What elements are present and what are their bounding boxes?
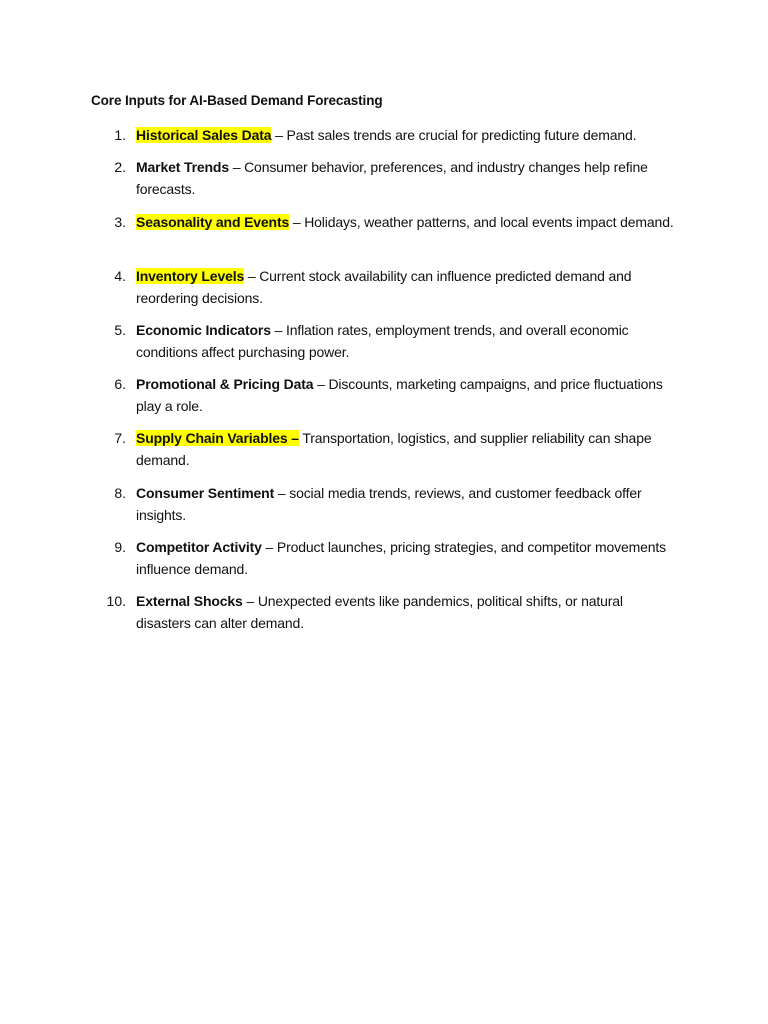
list-item-number: 8.	[114, 485, 126, 501]
list-item-number: 2.	[114, 159, 126, 175]
list-item-number: 10.	[106, 593, 126, 609]
list-item-number: 5.	[114, 322, 126, 338]
list-item-number: 6.	[114, 376, 126, 392]
list-item-term: Consumer Sentiment	[136, 485, 275, 501]
list-item-number: 3.	[114, 214, 126, 230]
list-item-number: 4.	[114, 268, 126, 284]
list-item-body	[136, 124, 681, 146]
list-item-body	[136, 536, 681, 580]
list-item-body	[136, 211, 681, 233]
list-item-term: Economic Indicators	[136, 322, 271, 338]
list-item-body	[136, 427, 681, 471]
list-item-description: – Inflation rates, employment trends, and overall economic conditions affect purchasing power.	[136, 322, 629, 360]
list-item-description: – Discounts, marketing campaigns, and price fluctuations play a role.	[136, 376, 663, 414]
list-item-body	[136, 373, 681, 417]
list-item-body	[136, 156, 681, 200]
list-item-description: – Product launches, pricing strategies, and competitor movements influence demand.	[136, 539, 667, 577]
list-item-body	[136, 482, 681, 526]
list-item-term: External Shocks	[136, 593, 243, 609]
list-item-number: 1.	[114, 127, 126, 143]
list-item-term: Market Trends	[136, 159, 229, 175]
list-item-description: – Current stock availability can influence predicted demand and reordering decisions.	[136, 268, 632, 306]
list-item-description: – Past sales trends are crucial for predicting future demand.	[271, 127, 637, 143]
list-item-body	[136, 265, 681, 309]
list-item-body	[136, 590, 681, 634]
list-item-number: 9.	[114, 539, 126, 555]
list-item-description: – Holidays, weather patterns, and local events impact demand.	[289, 214, 674, 230]
document-title: Core Inputs for AI-Based Demand Forecasting	[91, 93, 383, 108]
list-item-body	[136, 319, 681, 363]
list-item-term: Competitor Activity	[136, 539, 262, 555]
list-item-description: – Consumer behavior, preferences, and industry changes help refine forecasts.	[136, 159, 648, 197]
list-item-term: Supply Chain Variables –	[136, 430, 299, 446]
list-item-term: Promotional & Pricing Data	[136, 376, 314, 392]
list-item-term: Historical Sales Data	[136, 127, 272, 143]
list-item-description: Transportation, logistics, and supplier reliability can shape demand.	[136, 430, 652, 468]
list-item-description: – Unexpected events like pandemics, political shifts, or natural disasters can alter demand.	[136, 593, 623, 631]
list-item-term: Inventory Levels	[136, 268, 245, 284]
list-item-term: Seasonality and Events	[136, 214, 290, 230]
list-item-number: 7.	[114, 430, 126, 446]
list-item-description: – social media trends, reviews, and customer feedback offer insights.	[136, 485, 642, 523]
